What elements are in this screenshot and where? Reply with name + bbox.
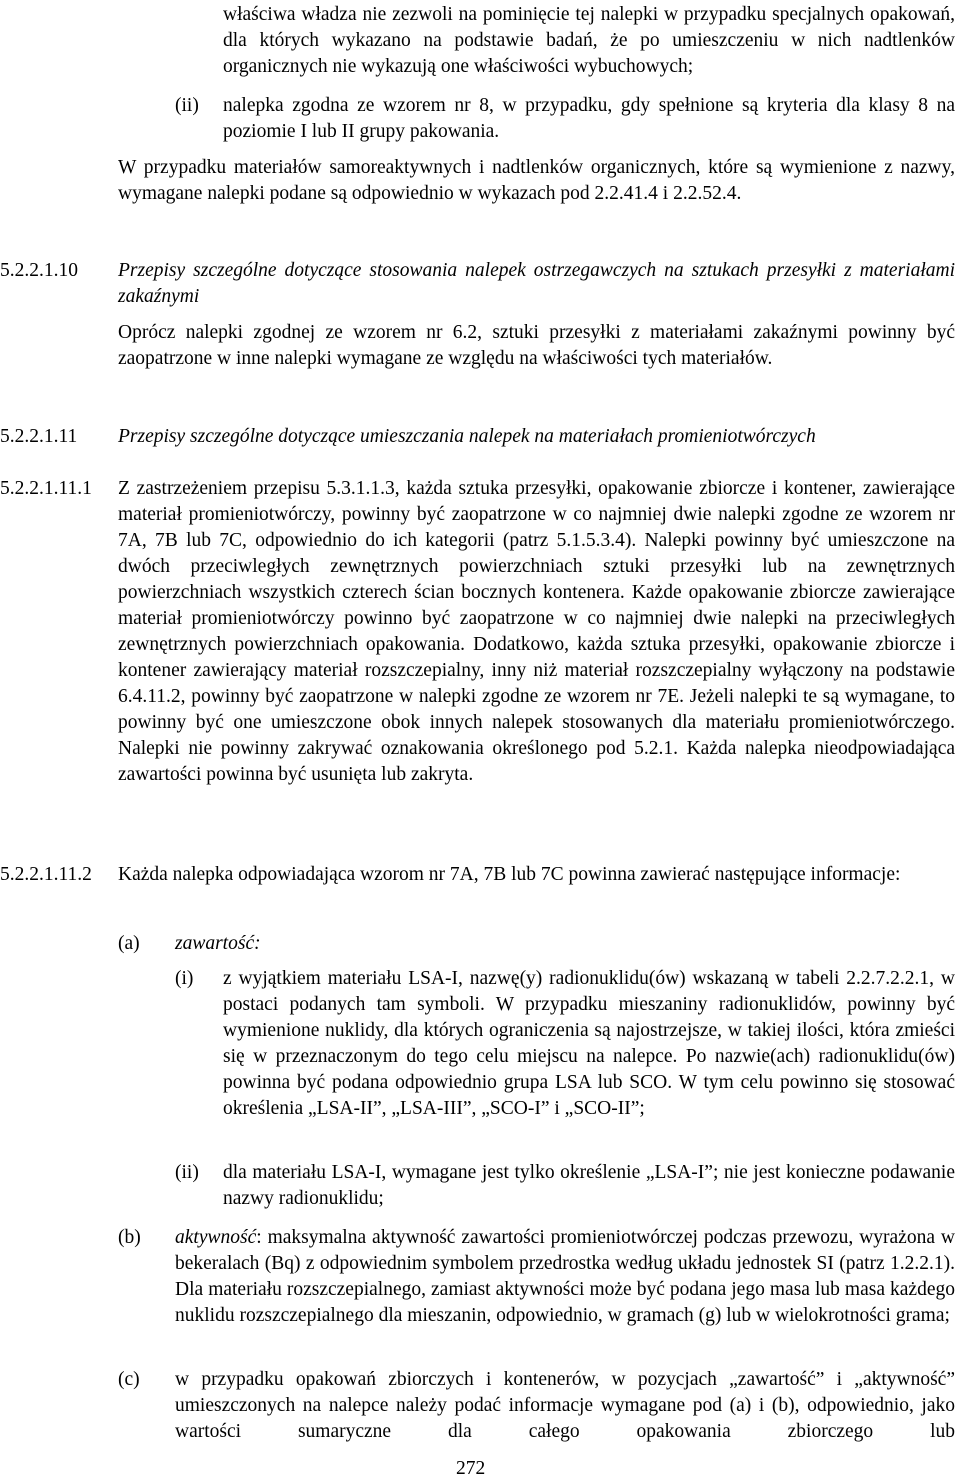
item-ii-marker: (ii) bbox=[175, 95, 199, 116]
section-text-5-2-2-1-11-2: Każda nalepka odpowiadająca wzorom nr 7A, 7B lub 7C powinna zawierać następujące informacje: bbox=[118, 864, 901, 885]
self-reactive-paragraph: W przypadku materiałów samoreaktywnych i nadtlenków organicznych, które są wymienione z nazwy, wymagane nalepki podane są odpowiednio w wykazach pod 2.2.41.4 i 2.2.52.4. bbox=[118, 157, 955, 204]
section-number-5-2-2-1-10: 5.2.2.1.10 bbox=[0, 260, 78, 281]
section-text-5-2-2-1-11-1: Z zastrzeżeniem przepisu 5.3.1.1.3, każda sztuka przesyłki, opakowanie zbiorcze i kontener, zawierające materiał promieniotwórczy, powinny być zaopatrzone w co najmniej dwie nalepki zgodne ze wzorem nr 7A, 7B lub 7C, odpowiednio do ich kategorii (patrz 5.1.5.3.4). Nalepki powinny być umieszczone na dwóch przeciwległych zewnętrznych powierzchniach sztuki przesyłki lub na zewnętrznych powierzchniach wszystkich czterech ścian bocznych kontenera. Każde opakowanie zbiorcze zawierające materiał promieniotwórczy powinno być zaopatrzone w co najmniej dwie nalepki na przeciwległych zewnętrznych powierzchniach opakowania. Dodatkowo, każda sztuka przesyłki, opakowanie zbiorcze i kontener zawierający materiał rozszczepialny, inny niż materiał rozszczepialny wyłączony na podstawie 6.4.11.2, powinny być zaopatrzone w nalepki zgodne ze wzorem nr 7E. Jeżeli nalepki te są wymagane, to powinny być one umieszczone obok innych nalepek stosowanych dla materiału promieniotwórczego. Nalepki nie powinny zakrywać oznakowania określonego pod 5.2.1. Każda nalepka nieodpowiadająca zawartości powinna być usunięta lub zakryta. bbox=[118, 478, 955, 785]
item-c-text: w przypadku opakowań zbiorczych i kontenerów, w pozycjach „zawartość” i „aktywność” umieszczonych na nalepce należy podać informacje wymagane pod (a) i (b), odpowiednio, jako wartości sumaryczne dla całego opakowania zbiorczego lub bbox=[175, 1369, 955, 1442]
item-a-marker: (a) bbox=[118, 933, 140, 954]
item-b-paragraph bbox=[175, 1225, 955, 1329]
item-a-title: zawartość: bbox=[175, 933, 261, 954]
item-a-i-marker: (i) bbox=[175, 968, 194, 989]
section-number-5-2-2-1-11-1: 5.2.2.1.11.1 bbox=[0, 478, 92, 499]
item-ii-text: nalepka zgodna ze wzorem nr 8, w przypadku, gdy spełnione są kryteria dla klasy 8 na poziomie I lub II grupy pakowania. bbox=[223, 95, 955, 142]
item-b-marker: (b) bbox=[118, 1227, 141, 1248]
item-a-ii-marker: (ii) bbox=[175, 1162, 199, 1183]
section-number-5-2-2-1-11-2: 5.2.2.1.11.2 bbox=[0, 864, 92, 885]
section-title-5-2-2-1-10: Przepisy szczególne dotyczące stosowania nalepek ostrzegawczych na sztukach przesyłki z materiałami zakaźnymi bbox=[118, 260, 955, 307]
intro-paragraph: właściwa władza nie zezwoli na pominięcie tej nalepki w przypadku specjalnych opakowań, dla których wykazano na podstawie badań, że po umieszczeniu w nich nadtlenków organicznych nie wykazują one właściwości wybuchowych; bbox=[223, 4, 955, 77]
section-text-5-2-2-1-10: Oprócz nalepki zgodnej ze wzorem nr 6.2, sztuki przesyłki z materiałami zakaźnymi powinny być zaopatrzone w inne nalepki wymagane ze względu na właściwości tych materiałów. bbox=[118, 322, 955, 369]
section-title-5-2-2-1-11: Przepisy szczególne dotyczące umieszczania nalepek na materiałach promieniotwórczych bbox=[118, 426, 816, 447]
section-number-5-2-2-1-11: 5.2.2.1.11 bbox=[0, 426, 78, 447]
item-b-text: : maksymalna aktywność zawartości promieniotwórczej podczas przewozu, wyrażona w bekeralach (Bq) z odpowiednim symbolem przedrostka według układu jednostek SI (patrz 1.2.2.1). Dla materiału rozszczepialnego, zamiast aktywności może być podana jego masa lub masa każdego nuklidu rozszczepialnego dla mieszanin, odpowiednio, w gramach (g) lub w wielokrotności grama; bbox=[175, 1227, 955, 1326]
item-a-i-text: z wyjątkiem materiału LSA-I, nazwę(y) radionuklidu(ów) wskazaną w tabeli 2.2.7.2.2.1, w postaci podanych tam symboli. W przypadku mieszaniny radionuklidów, powinny być wymienione nuklidy, dla których ograniczenia są najostrzejsze, w takiej ilości, która zmieści się w przeznaczonym do tego celu miejscu na nalepce. Po nazwie(ach) radionuklidu(ów) powinna być podana odpowiednio grupa LSA lub SCO. W tym celu powinno się stosować określenia „LSA-II”, „LSA-III”, „SCO-I” i „SCO-II”; bbox=[223, 968, 955, 1119]
page-number: 272 bbox=[456, 1458, 486, 1479]
item-c-marker: (c) bbox=[118, 1369, 140, 1390]
item-a-ii-text: dla materiału LSA-I, wymagane jest tylko określenie „LSA-I”; nie jest konieczne podawanie nazwy radionuklidu; bbox=[223, 1162, 955, 1209]
item-b-term: aktywność bbox=[175, 1227, 257, 1248]
